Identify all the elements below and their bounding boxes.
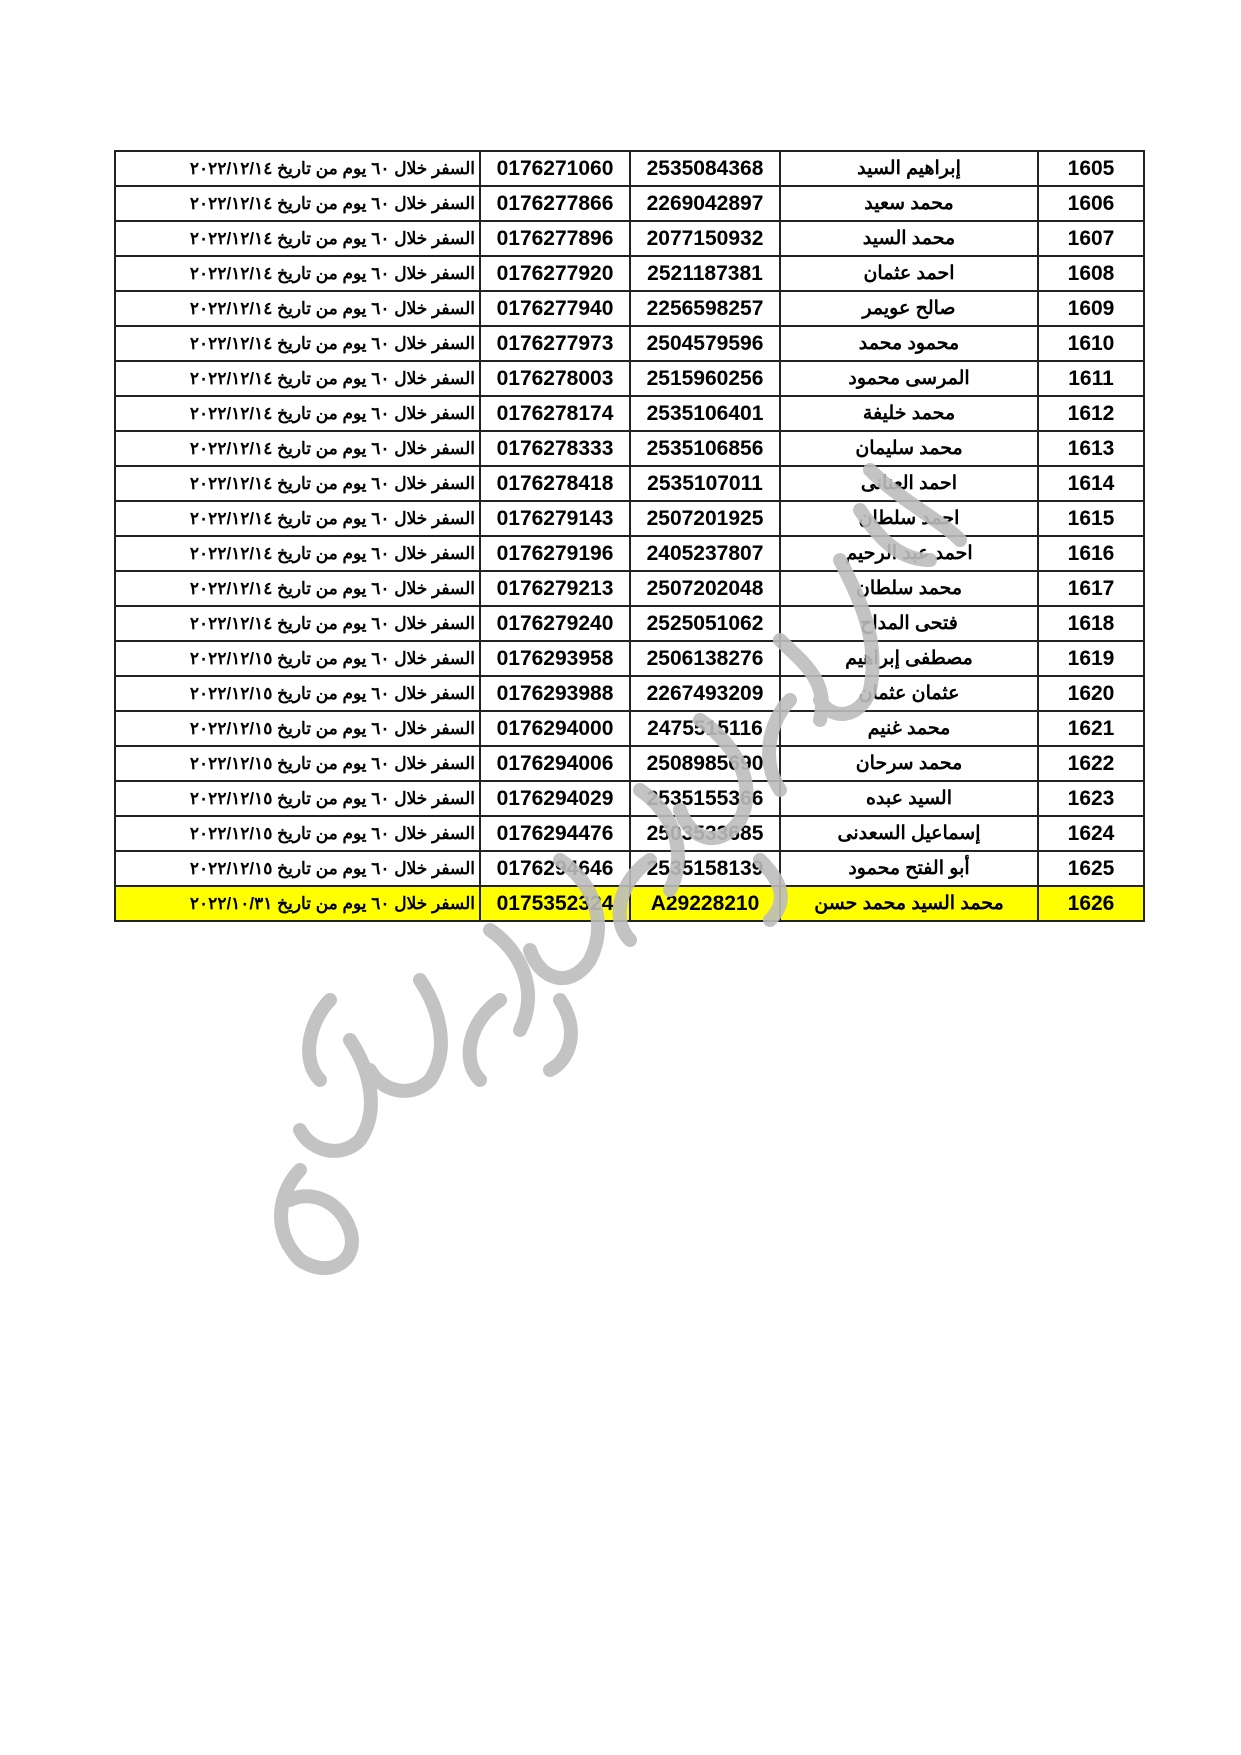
- phone-number: 0176294000: [480, 711, 630, 746]
- worker-name: محمد سليمان: [780, 431, 1038, 466]
- table-row: [115, 256, 1144, 291]
- row-number: 1609: [1038, 291, 1144, 326]
- phone-number: 0176278174: [480, 396, 630, 431]
- id-number: 2475515116: [630, 711, 780, 746]
- travel-note: السفر خلال ٦٠ يوم من تاريخ ٢٠٢٢/١٢/١٤: [115, 186, 480, 221]
- worker-name: إسماعيل السعدنى: [780, 816, 1038, 851]
- id-number: 2506138276: [630, 641, 780, 676]
- phone-number: 0176294029: [480, 781, 630, 816]
- travel-note: السفر خلال ٦٠ يوم من تاريخ ٢٠٢٢/١٢/١٤: [115, 396, 480, 431]
- travel-note: السفر خلال ٦٠ يوم من تاريخ ٢٠٢٢/١٢/١٤: [115, 256, 480, 291]
- row-number: 1611: [1038, 361, 1144, 396]
- table-row: [115, 676, 1144, 711]
- table-row: [115, 186, 1144, 221]
- worker-name: صالح عويمر: [780, 291, 1038, 326]
- phone-number: 0176294476: [480, 816, 630, 851]
- table-row: [115, 326, 1144, 361]
- table-row: [115, 151, 1144, 186]
- id-number: 2535106401: [630, 396, 780, 431]
- phone-number: 0176277866: [480, 186, 630, 221]
- row-number: 1605: [1038, 151, 1144, 186]
- phone-number: 0176279143: [480, 501, 630, 536]
- row-number: 1626: [1038, 886, 1144, 921]
- phone-number: 0176278333: [480, 431, 630, 466]
- row-number: 1608: [1038, 256, 1144, 291]
- travel-note: السفر خلال ٦٠ يوم من تاريخ ٢٠٢٢/١٢/١٥: [115, 851, 480, 886]
- id-number: 2503533685: [630, 816, 780, 851]
- row-number: 1610: [1038, 326, 1144, 361]
- table-row: [115, 396, 1144, 431]
- id-number: 2504579596: [630, 326, 780, 361]
- row-number: 1623: [1038, 781, 1144, 816]
- table-row: [115, 816, 1144, 851]
- worker-name: فتحى المداح: [780, 606, 1038, 641]
- id-number: 2535084368: [630, 151, 780, 186]
- travel-note: السفر خلال ٦٠ يوم من تاريخ ٢٠٢٢/١٢/١٥: [115, 746, 480, 781]
- worker-name: محمد سعيد: [780, 186, 1038, 221]
- travel-note: السفر خلال ٦٠ يوم من تاريخ ٢٠٢٢/١٢/١٥: [115, 816, 480, 851]
- table-row: [115, 851, 1144, 886]
- id-number: 2507201925: [630, 501, 780, 536]
- row-number: 1621: [1038, 711, 1144, 746]
- id-number: 2077150932: [630, 221, 780, 256]
- travel-note: السفر خلال ٦٠ يوم من تاريخ ٢٠٢٢/١٢/١٤: [115, 361, 480, 396]
- row-number: 1619: [1038, 641, 1144, 676]
- worker-name: احمد سلطان: [780, 501, 1038, 536]
- row-number: 1622: [1038, 746, 1144, 781]
- row-number: 1606: [1038, 186, 1144, 221]
- travel-note: السفر خلال ٦٠ يوم من تاريخ ٢٠٢٢/١٢/١٥: [115, 781, 480, 816]
- worker-name: أبو الفتح محمود: [780, 851, 1038, 886]
- worker-name: محمد سلطان: [780, 571, 1038, 606]
- id-number: 2267493209: [630, 676, 780, 711]
- table-row: [115, 291, 1144, 326]
- worker-name: محمد غنيم: [780, 711, 1038, 746]
- id-number: 2535107011: [630, 466, 780, 501]
- travel-note: السفر خلال ٦٠ يوم من تاريخ ٢٠٢٢/١٢/١٤: [115, 291, 480, 326]
- travel-note: السفر خلال ٦٠ يوم من تاريخ ٢٠٢٢/١٢/١٥: [115, 641, 480, 676]
- row-number: 1613: [1038, 431, 1144, 466]
- id-number: 2508985690: [630, 746, 780, 781]
- travel-note: السفر خلال ٦٠ يوم من تاريخ ٢٠٢٢/١٢/١٤: [115, 326, 480, 361]
- worker-name: إبراهيم السيد: [780, 151, 1038, 186]
- table-body: [115, 151, 1144, 921]
- travel-note: السفر خلال ٦٠ يوم من تاريخ ٢٠٢٢/١٢/١٤: [115, 466, 480, 501]
- travel-note: السفر خلال ٦٠ يوم من تاريخ ٢٠٢٢/١٢/١٤: [115, 501, 480, 536]
- worker-name: مصطفى إبراهيم: [780, 641, 1038, 676]
- id-number: 2515960256: [630, 361, 780, 396]
- worker-name: محمد السيد: [780, 221, 1038, 256]
- row-number: 1624: [1038, 816, 1144, 851]
- id-number: 2269042897: [630, 186, 780, 221]
- table-row: [115, 641, 1144, 676]
- workers-table: [114, 150, 1145, 922]
- phone-number: 0176293988: [480, 676, 630, 711]
- id-number: 2507202048: [630, 571, 780, 606]
- row-number: 1616: [1038, 536, 1144, 571]
- id-number: 2535106856: [630, 431, 780, 466]
- travel-note: السفر خلال ٦٠ يوم من تاريخ ٢٠٢٢/١٢/١٤: [115, 571, 480, 606]
- worker-name: السيد عبده: [780, 781, 1038, 816]
- phone-number: 0176279196: [480, 536, 630, 571]
- travel-note: السفر خلال ٦٠ يوم من تاريخ ٢٠٢٢/١٢/١٤: [115, 536, 480, 571]
- table-row: [115, 746, 1144, 781]
- phone-number: 0176279240: [480, 606, 630, 641]
- phone-number: 0176277940: [480, 291, 630, 326]
- row-number: 1618: [1038, 606, 1144, 641]
- id-number: 2256598257: [630, 291, 780, 326]
- id-number: 2521187381: [630, 256, 780, 291]
- travel-note: السفر خلال ٦٠ يوم من تاريخ ٢٠٢٢/١٢/١٥: [115, 676, 480, 711]
- row-number: 1617: [1038, 571, 1144, 606]
- table-row: [115, 501, 1144, 536]
- row-number: 1614: [1038, 466, 1144, 501]
- table-row: [115, 886, 1144, 921]
- phone-number: 0176278003: [480, 361, 630, 396]
- worker-name: المرسى محمود: [780, 361, 1038, 396]
- phone-number: 0176277973: [480, 326, 630, 361]
- id-number: A29228210: [630, 886, 780, 921]
- worker-name: محمد خليفة: [780, 396, 1038, 431]
- table-row: [115, 466, 1144, 501]
- phone-number: 0176293958: [480, 641, 630, 676]
- phone-number: 0176279213: [480, 571, 630, 606]
- phone-number: 0175352324: [480, 886, 630, 921]
- travel-note: السفر خلال ٦٠ يوم من تاريخ ٢٠٢٢/١٢/١٤: [115, 606, 480, 641]
- phone-number: 0176294646: [480, 851, 630, 886]
- table-row: [115, 221, 1144, 256]
- phone-number: 0176271060: [480, 151, 630, 186]
- row-number: 1625: [1038, 851, 1144, 886]
- worker-name: احمد عبد الرحيم: [780, 536, 1038, 571]
- travel-note: السفر خلال ٦٠ يوم من تاريخ ٢٠٢٢/١٢/١٥: [115, 711, 480, 746]
- id-number: 2535158139: [630, 851, 780, 886]
- id-number: 2535155366: [630, 781, 780, 816]
- phone-number: 0176278418: [480, 466, 630, 501]
- worker-name: احمد العنانى: [780, 466, 1038, 501]
- table-row: [115, 781, 1144, 816]
- travel-note: السفر خلال ٦٠ يوم من تاريخ ٢٠٢٢/١٢/١٤: [115, 151, 480, 186]
- row-number: 1620: [1038, 676, 1144, 711]
- row-number: 1615: [1038, 501, 1144, 536]
- travel-note: السفر خلال ٦٠ يوم من تاريخ ٢٠٢٢/١٢/١٤: [115, 431, 480, 466]
- phone-number: 0176277896: [480, 221, 630, 256]
- row-number: 1612: [1038, 396, 1144, 431]
- table-row: [115, 536, 1144, 571]
- table-row: [115, 711, 1144, 746]
- id-number: 2525051062: [630, 606, 780, 641]
- table-row: [115, 606, 1144, 641]
- row-number: 1607: [1038, 221, 1144, 256]
- phone-number: 0176277920: [480, 256, 630, 291]
- phone-number: 0176294006: [480, 746, 630, 781]
- table-row: [115, 431, 1144, 466]
- table-row: [115, 571, 1144, 606]
- worker-name: محمد سرحان: [780, 746, 1038, 781]
- worker-name: عثمان عثمان: [780, 676, 1038, 711]
- table-row: [115, 361, 1144, 396]
- worker-name: محمد السيد محمد حسن: [780, 886, 1038, 921]
- id-number: 2405237807: [630, 536, 780, 571]
- travel-note: السفر خلال ٦٠ يوم من تاريخ ٢٠٢٢/١٠/٣١: [115, 886, 480, 921]
- worker-name: محمود محمد: [780, 326, 1038, 361]
- worker-name: احمد عثمان: [780, 256, 1038, 291]
- travel-note: السفر خلال ٦٠ يوم من تاريخ ٢٠٢٢/١٢/١٤: [115, 221, 480, 256]
